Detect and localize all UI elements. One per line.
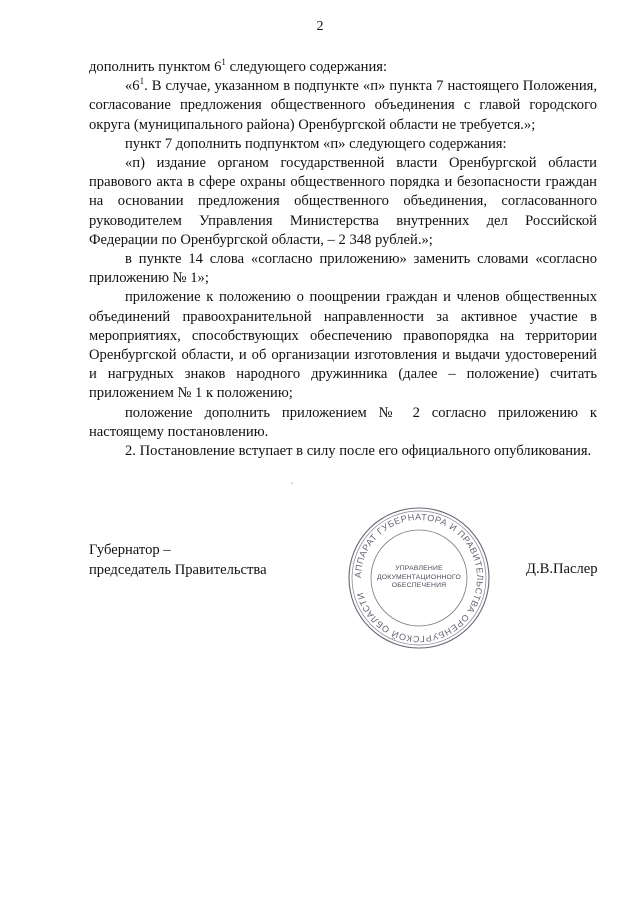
position-line-1: Губернатор – <box>89 542 171 558</box>
paragraph-point-7: пункт 7 дополнить подпунктом «п» следующего содержания: <box>125 135 507 152</box>
page-number: 2 <box>316 19 324 34</box>
signatory-position <box>89 541 267 580</box>
signatory-name: Д.В.Паслер <box>526 561 598 577</box>
paragraph-point-6-1: «$6^1$. В случае, указанном в подпункте «п» пункта 7 настоящего Положения, согласование предложения общественного объединения с главой городского округа (муниципального района) Оренбургской области не требуется.»; <box>89 76 597 133</box>
paragraph-subpoint-p: «п) издание органом государственной власти Оренбургской области правового акта в сфере охраны общественного порядка и безопасности граждан на основании предложения общественного объединения, согласованного руководителем Управления Министерства внутренних дел Российской Федерации по Оренбургской области, – 2 348 рублей.»; <box>89 155 597 248</box>
seal-center-text: УПРАВЛЕНИЕ ДОКУМЕНТАЦИОННОГО ОБЕСПЕЧЕНИЯ <box>376 565 462 590</box>
paragraph-add-appendix-2: положение дополнить приложением № 2 согласно приложению к настоящему постановлению. <box>89 404 597 440</box>
official-seal-stamp <box>346 505 492 651</box>
document-body <box>89 58 597 461</box>
scan-speck <box>291 482 293 484</box>
paragraph-appendix: приложение к положению о поощрении граждан и членов общественных объединений правоохранительной направленности за активное участие в мероприятиях, способствующих обеспечению правопорядка на территории Оренбургской области, и об организации изготовления и выдачи удостоверений и нагрудных знаков народного дружинника (далее – положение) считать приложением № 1 к положению; <box>89 289 597 402</box>
paragraph-add-point: дополнить пунктом $6^1$ следующего содержания: <box>89 57 388 75</box>
position-line-2: председатель Правительства <box>89 561 267 578</box>
paragraph-point-14: в пункте 14 слова «согласно приложению» заменить словами «согласно приложению № 1»; <box>89 251 597 287</box>
seal-ring-text: АППАРАТ ГУБЕРНАТОРА И ПРАВИТЕЛЬСТВА ОРЕНБУРГСКОЙ ОБЛАСТИ <box>352 511 486 645</box>
paragraph-entry-into-force: 2. Постановление вступает в силу после его официального опубликования. <box>125 443 592 460</box>
